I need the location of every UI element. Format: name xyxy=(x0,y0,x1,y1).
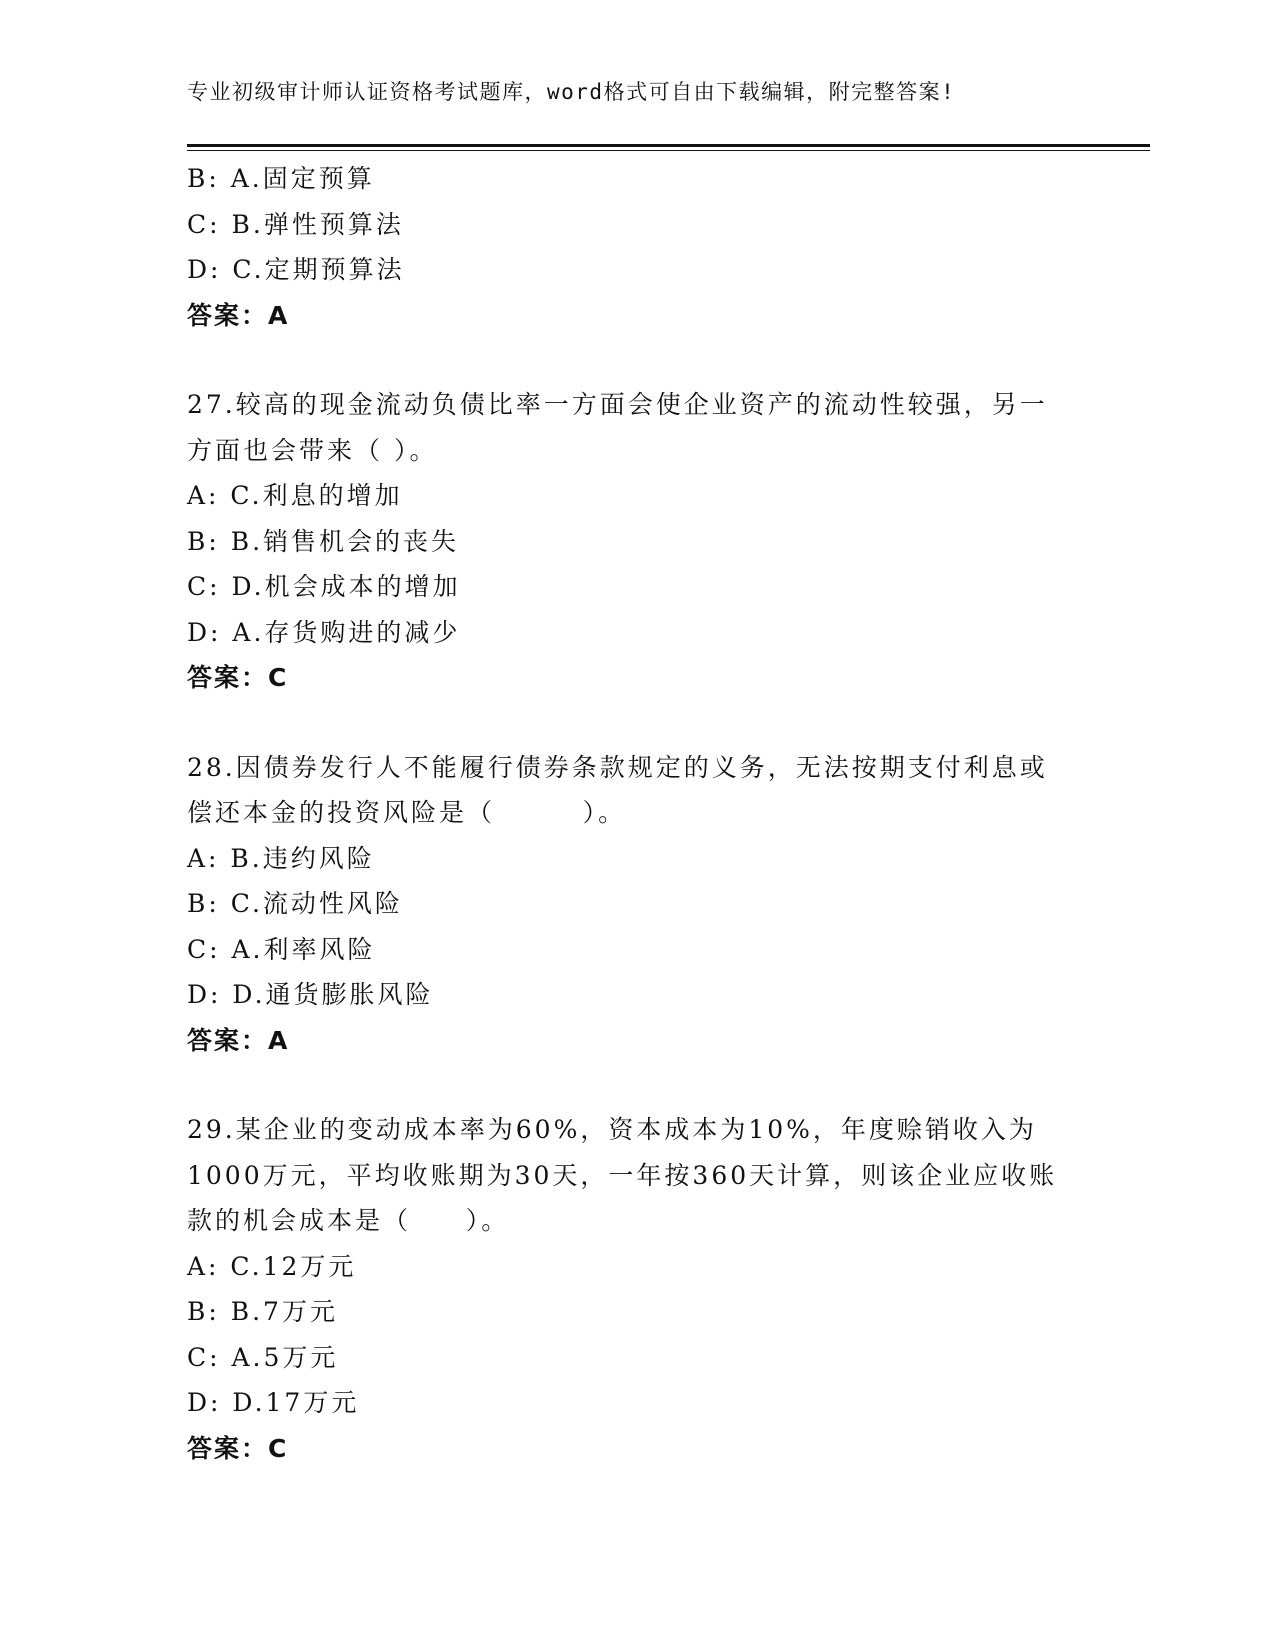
option-c: C: B.弹性预算法 xyxy=(187,209,404,239)
question-gap xyxy=(187,338,1107,382)
question-28 xyxy=(187,745,1107,1064)
option-d: D: D.17万元 xyxy=(187,1388,360,1417)
option-c: C: A.5万元 xyxy=(187,1342,339,1372)
question-stem-line: 29.某企业的变动成本率为60%，资本成本为10%，年度赊销收入为 xyxy=(187,1115,1037,1144)
question-content xyxy=(187,156,1107,1471)
question-stem-line: 方面也会带来（ ）。 xyxy=(187,435,438,465)
question-gap xyxy=(187,1063,1107,1107)
option-a: A: B.违约风险 xyxy=(187,843,375,873)
option-b: B: C.流动性风险 xyxy=(187,889,403,918)
header-rule-thin xyxy=(187,150,1150,151)
answer-line: 答案：C xyxy=(187,1433,289,1463)
option-c: C: D.机会成本的增加 xyxy=(187,572,461,601)
question-stem-line: 28.因债券发行人不能履行债券条款规定的义务，无法按期支付利息或 xyxy=(187,752,1048,782)
question-stem-line: 偿还本金的投资风险是（ ）。 xyxy=(187,798,627,827)
header-note: 专业初级审计师认证资格考试题库，word格式可自由下载编辑，附完整答案! xyxy=(187,80,956,104)
answer-line: 答案：A xyxy=(187,1025,290,1055)
option-d: D: A.存货购进的减少 xyxy=(187,617,461,647)
option-b: B: B.7万元 xyxy=(187,1297,338,1326)
option-d: D: D.通货膨胀风险 xyxy=(187,980,434,1009)
option-a: A: C.12万元 xyxy=(187,1251,357,1281)
answer-line: 答案：C xyxy=(187,663,289,692)
question-29 xyxy=(187,1107,1107,1471)
question-block-prev xyxy=(187,156,1107,338)
option-b: B: A.固定预算 xyxy=(187,164,375,193)
question-gap xyxy=(187,701,1107,745)
option-a: A: C.利息的增加 xyxy=(187,481,403,510)
option-b: B: B.销售机会的丧失 xyxy=(187,526,460,556)
header-rule-thick xyxy=(187,144,1150,147)
option-d: D: C.定期预算法 xyxy=(187,255,405,284)
question-stem-line: 款的机会成本是（ ）。 xyxy=(187,1206,510,1235)
question-stem-line: 1000万元，平均收账期为30天，一年按360天计算，则该企业应收账 xyxy=(187,1160,1058,1190)
question-27 xyxy=(187,382,1107,701)
question-stem-line: 27.较高的现金流动负债比率一方面会使企业资产的流动性较强，另一 xyxy=(187,390,1048,419)
option-c: C: A.利率风险 xyxy=(187,934,376,964)
answer-line: 答案：A xyxy=(187,300,290,330)
